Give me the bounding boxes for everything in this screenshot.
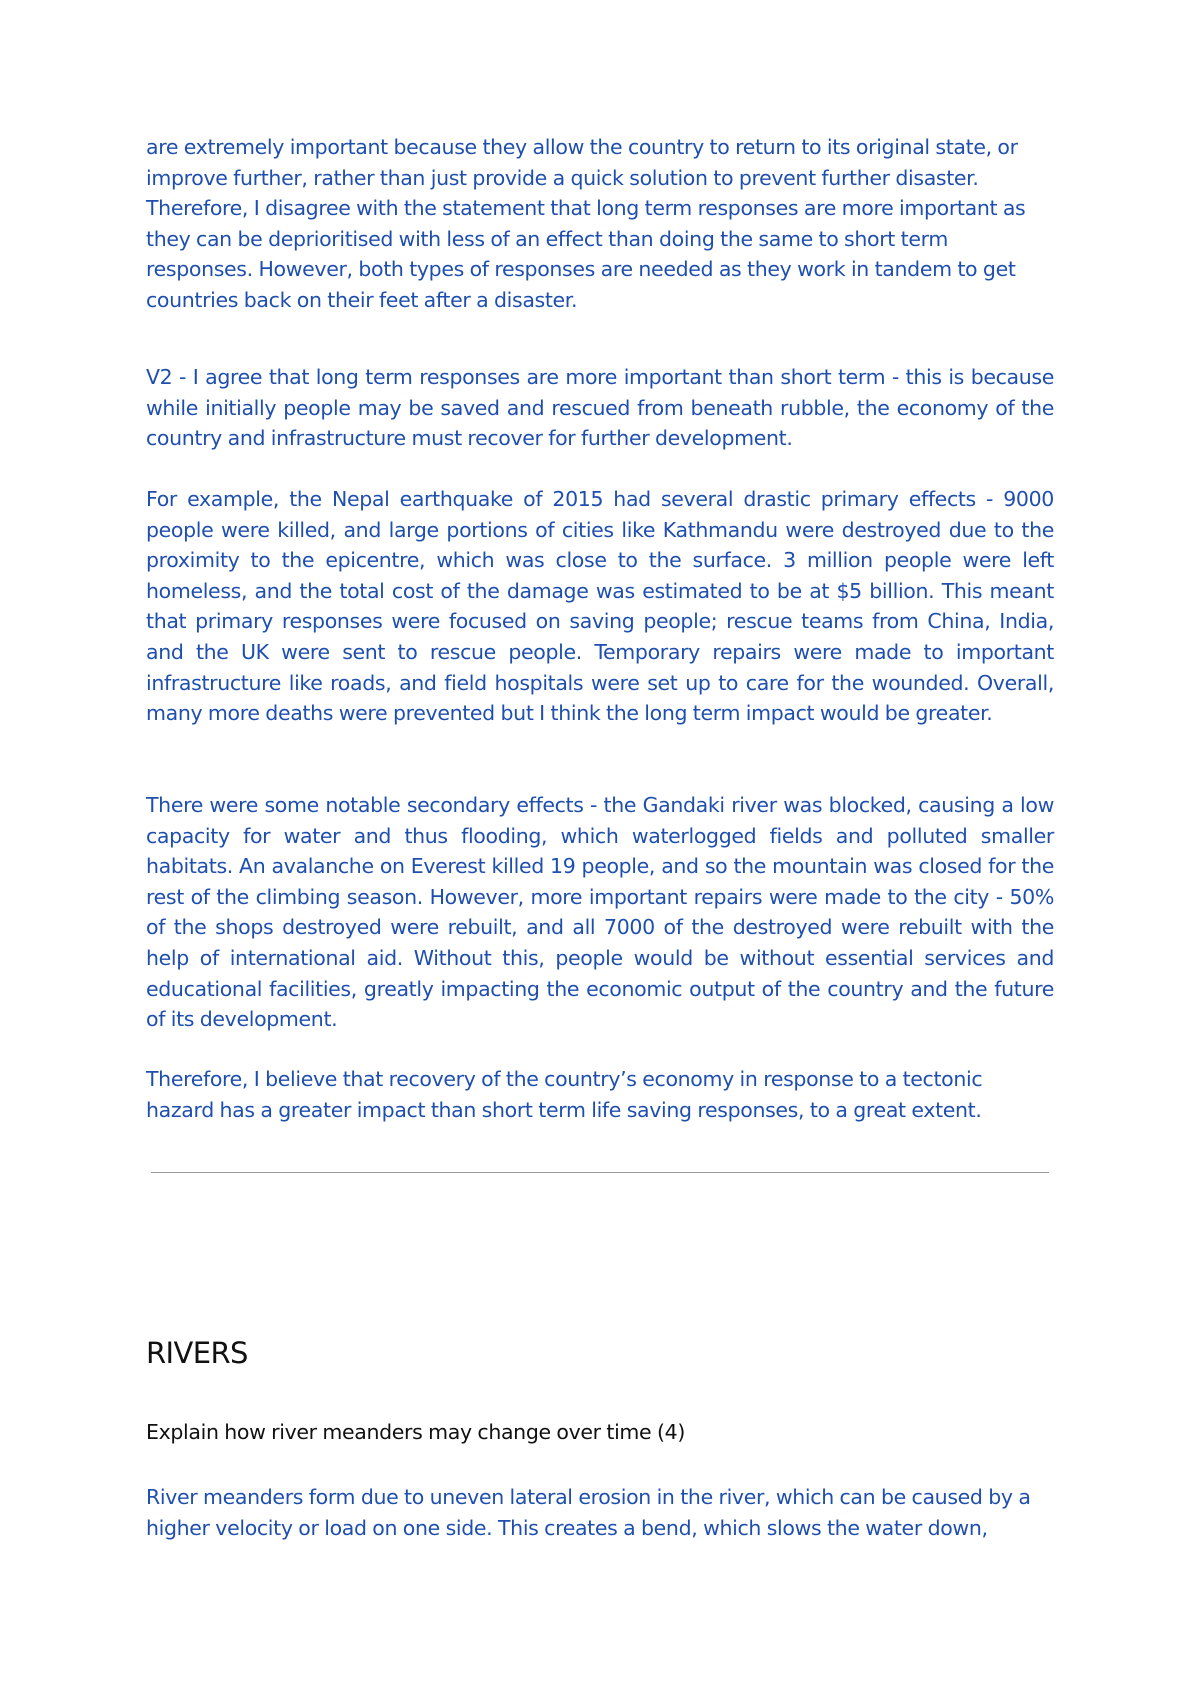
paragraph-2-container: [146, 362, 1054, 454]
section-divider: [151, 1172, 1049, 1173]
paragraph-3-container: [146, 484, 1054, 729]
answer-text: River meanders form due to uneven lateral erosion in the river, which can be caused by a higher velocity or load on one side. This creates a bend, which slows the water down,: [146, 1485, 1031, 1540]
paragraph-2: V2 - I agree that long term responses are more important than short term - this is because while initially people may be saved and rescued from beneath rubble, the economy of the country and infrastructure must recover for further development.: [146, 365, 1054, 451]
question-text: Explain how river meanders may change over time (4): [146, 1420, 685, 1444]
answer-container: [146, 1482, 1054, 1543]
paragraph-1: are extremely important because they allow the country to return to its original state, or improve further, rather than just provide a quick solution to prevent further disaster. Therefore, I disagree with the statement that long term responses are more important as they can be deprioritised with less of an effect than doing the same to short term responses. However, both types of responses are needed as they work in tandem to get countries back on their feet after a disaster.: [146, 135, 1026, 312]
paragraph-4-container: [146, 790, 1054, 1035]
paragraph-5-container: [146, 1064, 1054, 1125]
section-heading-rivers: RIVERS: [146, 1336, 248, 1370]
paragraph-1-container: [146, 132, 1054, 316]
paragraph-4: There were some notable secondary effects - the Gandaki river was blocked, causing a low capacity for water and thus flooding, which waterlogged fields and polluted smaller habitats. An avalanche on Everest killed 19 people, and so the mountain was closed for the rest of the climbing season. However, more important repairs were made to the city - 50% of the shops destroyed were rebuilt, and all 7000 of the destroyed were rebuilt with the help of international aid. Without this, people would be without essential services and educational facilities, greatly impacting the economic output of the country and the future of its development.: [146, 793, 1054, 1032]
paragraph-3: For example, the Nepal earthquake of 2015 had several drastic primary effects - 9000 people were killed, and large portions of cities like Kathmandu were destroyed due to the proximity to the epicentre, which was close to the surface. 3 million people were left homeless, and the total cost of the damage was estimated to be at $5 billion. This meant that primary responses were focused on saving people; rescue teams from China, India, and the UK were sent to rescue people. Temporary repairs were made to important infrastructure like roads, and field hospitals were set up to care for the wounded. Overall, many more deaths were prevented but I think the long term impact would be greater.: [146, 487, 1054, 726]
paragraph-5: Therefore, I believe that recovery of the country’s economy in response to a tectonic hazard has a greater impact than short term life saving responses, to a great extent.: [146, 1067, 983, 1122]
